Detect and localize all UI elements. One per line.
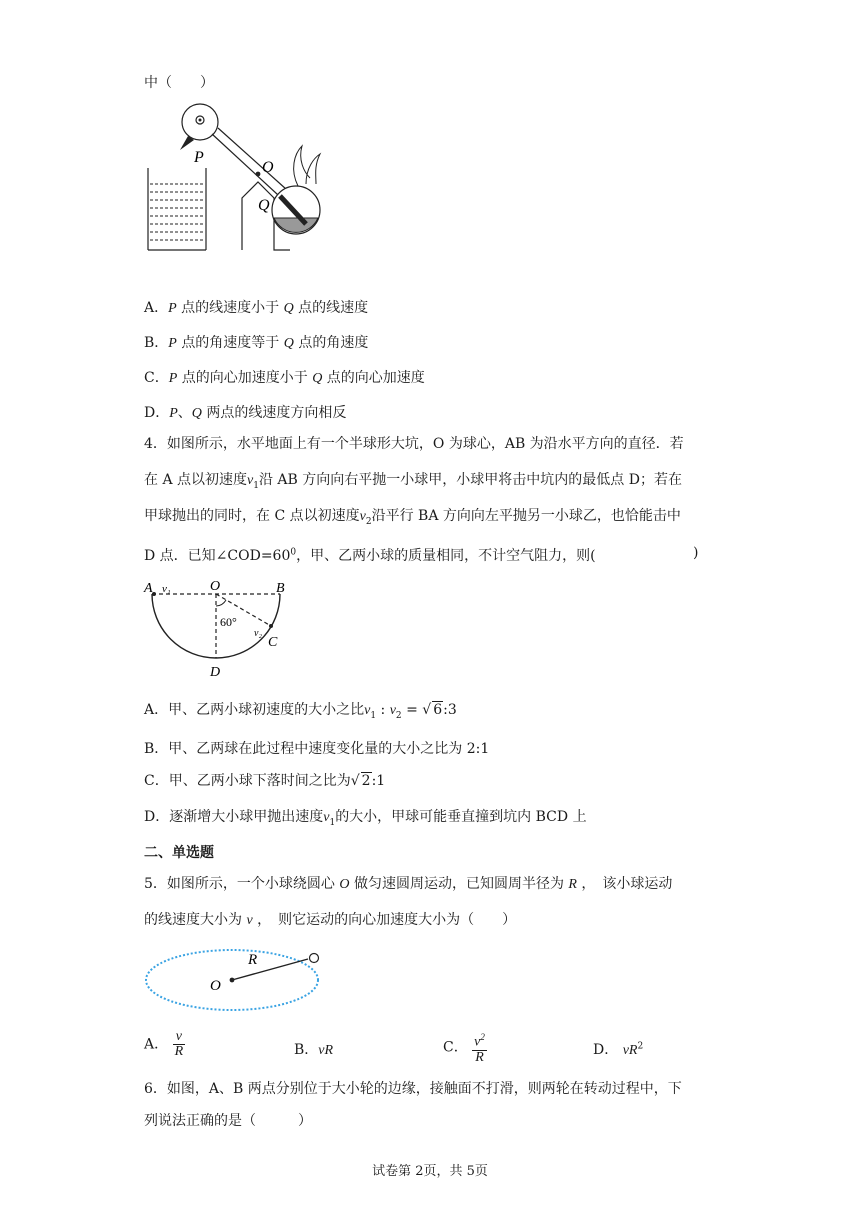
q3-stem-tail: 中（ ） [144,75,214,91]
q5-option-a: A． $\frac{v}{R}$ [144,1029,184,1059]
label-O: O [210,580,221,594]
q3-option-b: B．P 点的角速度等于 Q 点的角速度 [144,335,369,351]
q5-option-d: D． $vR^2$ [593,1041,644,1058]
q4-line-4: D 点．已知$\angle COD=60^0$，甲、乙两小球的质量相同，不计空气阻力，则( [144,547,596,564]
label-v2: v₂ [254,628,262,639]
label-O: O [262,159,274,176]
label-C: C [268,635,278,650]
label-O: O [210,978,221,994]
q3-option-d: D．P、Q 两点的线速度方向相反 [144,405,347,421]
label-D: D [210,665,221,680]
q6-line-2: 列说法正确的是（ ） [144,1113,312,1129]
q4-option-d: D．逐渐增大小球甲抛出速度$v_1$的大小，甲球可能垂直撞到坑内 BCD 上 [144,809,587,828]
label-angle: 60° [220,615,237,629]
label-R: R [248,952,258,968]
q3-option-a: A．P 点的线速度小于 Q 点的线速度 [144,300,369,316]
q6-line-1: 6．如图，A、B 两点分别位于大小轮的边缘，接触面不打滑，则两轮在转动过程中，下 [144,1081,682,1097]
q3-option-c: C．P 点的向心加速度小于 Q 点的向心加速度 [144,370,425,386]
label-A: A [144,581,153,596]
q4-option-a: A．甲、乙两小球初速度的大小之比$v_1$ : $v_2$ = √ 6:3 [144,702,457,721]
q4-line-1: 4．如图所示，水平地面上有一个半球形大坑，O 为球心，AB 为沿水平方向的直径．若 [144,436,684,452]
q5-circle-figure [140,942,330,1018]
label-Q: Q [258,197,270,214]
q3-drinking-bird-figure [140,100,330,260]
page-footer: 试卷第 2页，共 5页 [372,1164,488,1179]
label-v1: v₁ [162,583,171,595]
q4-line-2: 在 A 点以初速度$v_1$沿 AB 方向向右平抛一小球甲，小球甲将击中坑内的最低点 D；若在 [144,472,682,491]
q4-option-c: C．甲、乙两小球下落时间之比为√ 2:1 [144,773,386,789]
section-heading: 二、单选题 [144,845,214,861]
q5-option-b: B．vR [294,1042,334,1058]
q4-bracket-close: ) [693,545,699,561]
label-B: B [276,581,285,596]
label-P: P [194,149,204,166]
q4-hemisphere-figure [140,580,300,680]
q4-option-b: B．甲、乙两球在此过程中速度变化量的大小之比为 2:1 [144,741,490,757]
q5-line-2: 的线速度大小为 v ， 则它运动的向心加速度大小为（ ） [144,912,517,928]
q4-line-3: 甲球抛出的同时，在 C 点以初速度$v_2$沿平行 BA 方向向左平抛另一小球乙，也恰能击中 [144,508,681,527]
q5-option-c: C． $\frac{v^2}{R}$ [443,1032,485,1065]
q5-line-1: 5．如图所示，一个小球绕圆心 O 做匀速圆周运动，已知圆周半径为 R ， 该小球运动 [144,876,673,892]
